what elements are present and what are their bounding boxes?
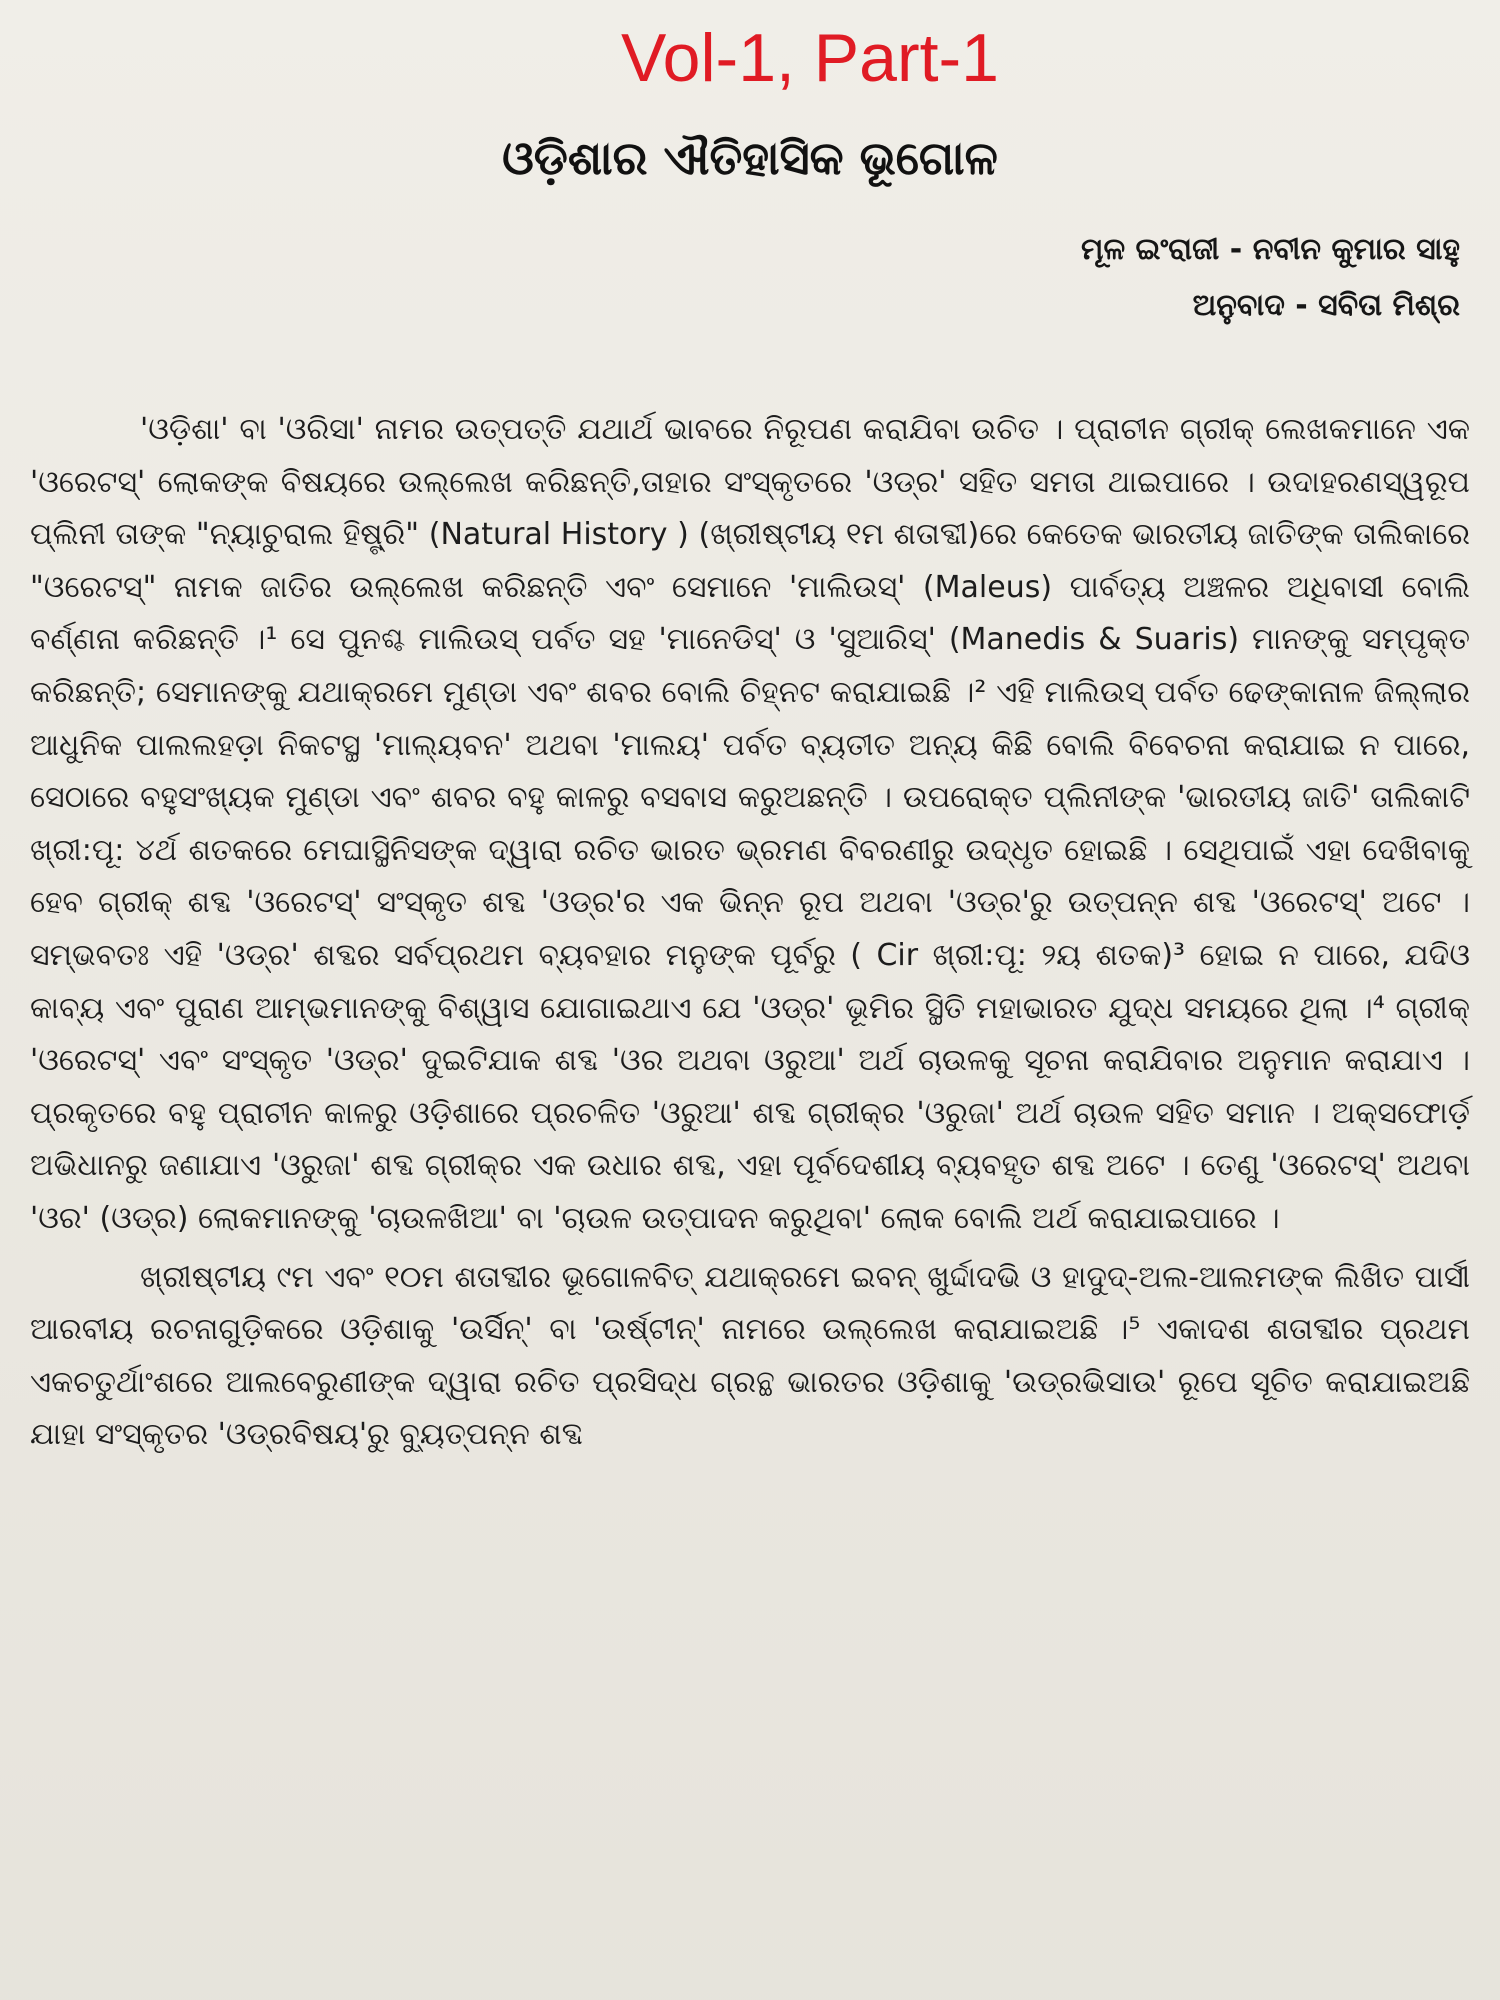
translator-line: ଅନୁବାଦ - ସବିତା ମିଶ୍ର xyxy=(1192,288,1460,323)
paragraph-1: 'ଓଡ଼ିଶା' ବା 'ଓରିସା' ନାମର ଉତ୍ପତ୍ତି ଯଥାର୍ଥ ଭାବରେ ନିରୂପଣ କରାଯିବା ଉଚିତ । ପ୍ରାଚୀନ ଗ୍ରୀକ୍ ଲେଖକମାନେ ଏକ 'ଓରେଟସ୍' ଲୋକଙ୍କ ବିଷୟରେ ଉଲ୍ଲେଖ କରିଛନ୍ତି,ତାହାର ସଂସ୍କୃତରେ 'ଓଡ୍ର' ସହିତ ସମତା ଥାଇପାରେ । ଉଦାହରଣସ୍ୱରୂପ ପ୍ଲିନୀ ତାଙ୍କ "ନ୍ୟାଚୁରାଲ ହିଷ୍ଟ୍ରି" (Natural History ) (ଖ୍ରୀଷ୍ଟୀୟ ୧ମ ଶତାବ୍ଦୀ)ରେ କେତେକ ଭାରତୀୟ ଜାତିଙ୍କ ତାଲିକାରେ "ଓରେଟସ୍" ନାମକ ଜାତିର ଉଲ୍ଲେଖ କରିଛନ୍ତି ଏବଂ ସେମାନେ 'ମାଲିଉସ୍' (Maleus) ପାର୍ବତ୍ୟ ଅଞ୍ଚଳର ଅଧିବାସୀ ବୋଲି ବର୍ଣ୍ଣନା କରିଛନ୍ତି ।¹ ସେ ପୁନଶ୍ଚ ମାଲିଉସ୍ ପର୍ବତ ସହ 'ମାନେଡିସ୍' ଓ 'ସୁଆରିସ୍' (Manedis & Suaris) ମାନଙ୍କୁ ସମ୍ପୃକ୍ତ କରିଛନ୍ତି; ସେମାନଙ୍କୁ ଯଥାକ୍ରମେ ମୁଣ୍ଡା ଏବଂ ଶବର ବୋଲି ଚିହ୍ନଟ କରାଯାଇଛି ।² ଏହି ମାଲିଉସ୍ ପର୍ବତ ଢେଙ୍କାନାଳ ଜିଲ୍ଲାର ଆଧୁନିକ ପାଲଲହଡ଼ା ନିକଟସ୍ଥ 'ମାଲ୍ୟବନ' ଅଥବା 'ମାଲୟ' ପର୍ବତ ବ୍ୟତୀତ ଅନ୍ୟ କିଛି ବୋଲି ବିବେଚନା କରାଯାଇ ନ ପାରେ, ସେଠାରେ ବହୁସଂଖ୍ୟକ ମୁଣ୍ଡା ଏବଂ ଶବର ବହୁ କାଳରୁ ବସବାସ କରୁଅଛନ୍ତି । ଉପରୋକ୍ତ ପ୍ଲିନୀଙ୍କ 'ଭାରତୀୟ ଜାତି' ତାଲିକାଟି ଖ୍ରୀ:ପୂ: ୪ର୍ଥ ଶତକରେ ମେଘାସ୍ଥିନିସଙ୍କ ଦ୍ୱାରା ରଚିତ ଭାରତ ଭ୍ରମଣ ବିବରଣୀରୁ ଉଦ୍ଧୃତ ହୋଇଛି । ସେଥିପାଇଁ ଏହା ଦେଖିବାକୁ ହେବ ଗ୍ରୀକ୍ ଶବ୍ଦ 'ଓରେଟସ୍' ସଂସ୍କୃତ ଶବ୍ଦ 'ଓଡ୍ର'ର ଏକ ଭିନ୍ନ ରୂପ ଅଥବା 'ଓଡ୍ର'ରୁ ଉତ୍ପନ୍ନ ଶବ୍ଦ 'ଓରେଟସ୍' ଅଟେ । ସମ୍ଭବତଃ ଏହି 'ଓଡ୍ର' ଶବ୍ଦର ସର୍ବପ୍ରଥମ ବ୍ୟବହାର ମନୁଙ୍କ ପୂର୍ବରୁ ( Cir ଖ୍ରୀ:ପୂ: ୨ୟ ଶତକ)³ ହୋଇ ନ ପାରେ, ଯଦିଓ କାବ୍ୟ ଏବଂ ପୁରାଣ ଆମ୍ଭମାନଙ୍କୁ ବିଶ୍ୱାସ ଯୋଗାଇଥାଏ ଯେ 'ଓଡ୍ର' ଭୂମିର ସ୍ଥିତି ମହାଭାରତ ଯୁଦ୍ଧ ସମୟରେ ଥିଲା ।⁴ ଗ୍ରୀକ୍ 'ଓରେଟସ୍' ଏବଂ ସଂସ୍କୃତ 'ଓଡ୍ର' ଦୁଇଟିଯାକ ଶବ୍ଦ 'ଓର ଅଥବା ଓରୁଆ' ଅର୍ଥ ଚାଉଳକୁ ସୂଚନା କରାଯିବାର ଅନୁମାନ କରାଯାଏ । ପ୍ରକୃତରେ ବହୁ ପ୍ରାଚୀନ କାଳରୁ ଓଡ଼ିଶାରେ ପ୍ରଚଳିତ 'ଓରୁଆ' ଶବ୍ଦ ଗ୍ରୀକ୍ର 'ଓରୁଜା' ଅର୍ଥ ଚାଉଳ ସହିତ ସମାନ । ଅକ୍ସଫୋର୍ଡ଼ ଅଭିଧାନରୁ ଜଣାଯାଏ 'ଓରୁଜା' ଶବ୍ଦ ଗ୍ରୀକ୍ର ଏକ ଉଧାର ଶବ୍ଦ, ଏହା ପୂର୍ବଦେଶୀୟ ବ୍ୟବହୃତ ଶବ୍ଦ ଅଟେ । ତେଣୁ 'ଓରେଟସ୍' ଅଥବା 'ଓର' (ଓଡ୍ର) ଲୋକମାନଙ୍କୁ 'ଚାଉଳଖିଆ' ବା 'ଚାଉଳ ଉତ୍ପାଦନ କରୁଥିବା' ଲୋକ ବୋଲି ଅର୍ଥ କରାଯାଇପାରେ । xyxy=(30,412,1470,1236)
volume-label: Vol-1, Part-1 xyxy=(621,20,999,96)
original-author-line: ମୂଳ ଇଂରାଜୀ - ନବୀନ କୁମାର ସାହୁ xyxy=(1081,232,1460,267)
article-title: ଓଡ଼ିଶାର ଐତିହାସିକ ଭୂଗୋଳ xyxy=(502,131,998,185)
credits-block xyxy=(1081,222,1460,334)
paragraph-2: ଖ୍ରୀଷ୍ଟୀୟ ୯ମ ଏବଂ ୧୦ମ ଶତାବ୍ଦୀର ଭୂଗୋଳବିତ୍ ଯଥାକ୍ରମେ ଇବନ୍ ଖୁର୍ଦ୍ଦାଦଭି ଓ ହାଦୁଦ୍-ଅଲ-ଆଲମଙ୍କ ଲିଖିତ ପାର୍ସୀ ଆରବୀୟ ରଚନାଗୁଡ଼ିକରେ ଓଡ଼ିଶାକୁ 'ଉର୍ସିନ୍' ବା 'ଉର୍ଷ୍ଟୀନ୍' ନାମରେ ଉଲ୍ଲେଖ କରାଯାଇଅଛି ।⁵ ଏକାଦଶ ଶତାବ୍ଦୀର ପ୍ରଥମ ଏକଚତୁର୍ଥାଂଶରେ ଆଲବେରୁଣୀଙ୍କ ଦ୍ୱାରା ରଚିତ ପ୍ରସିଦ୍ଧ ଗ୍ରନ୍ଥ ଭାରତର ଓଡ଼ିଶାକୁ 'ଉଡ୍ରଭିସାଉ' ରୂପେ ସୂଚିତ କରାଯାଇଅଛି ଯାହା ସଂସ୍କୃତର 'ଓଡ୍ରବିଷୟ'ରୁ ବ୍ୟୁତ୍ପନ୍ନ ଶବ୍ଦ xyxy=(30,1259,1470,1453)
article-body xyxy=(30,404,1470,1462)
